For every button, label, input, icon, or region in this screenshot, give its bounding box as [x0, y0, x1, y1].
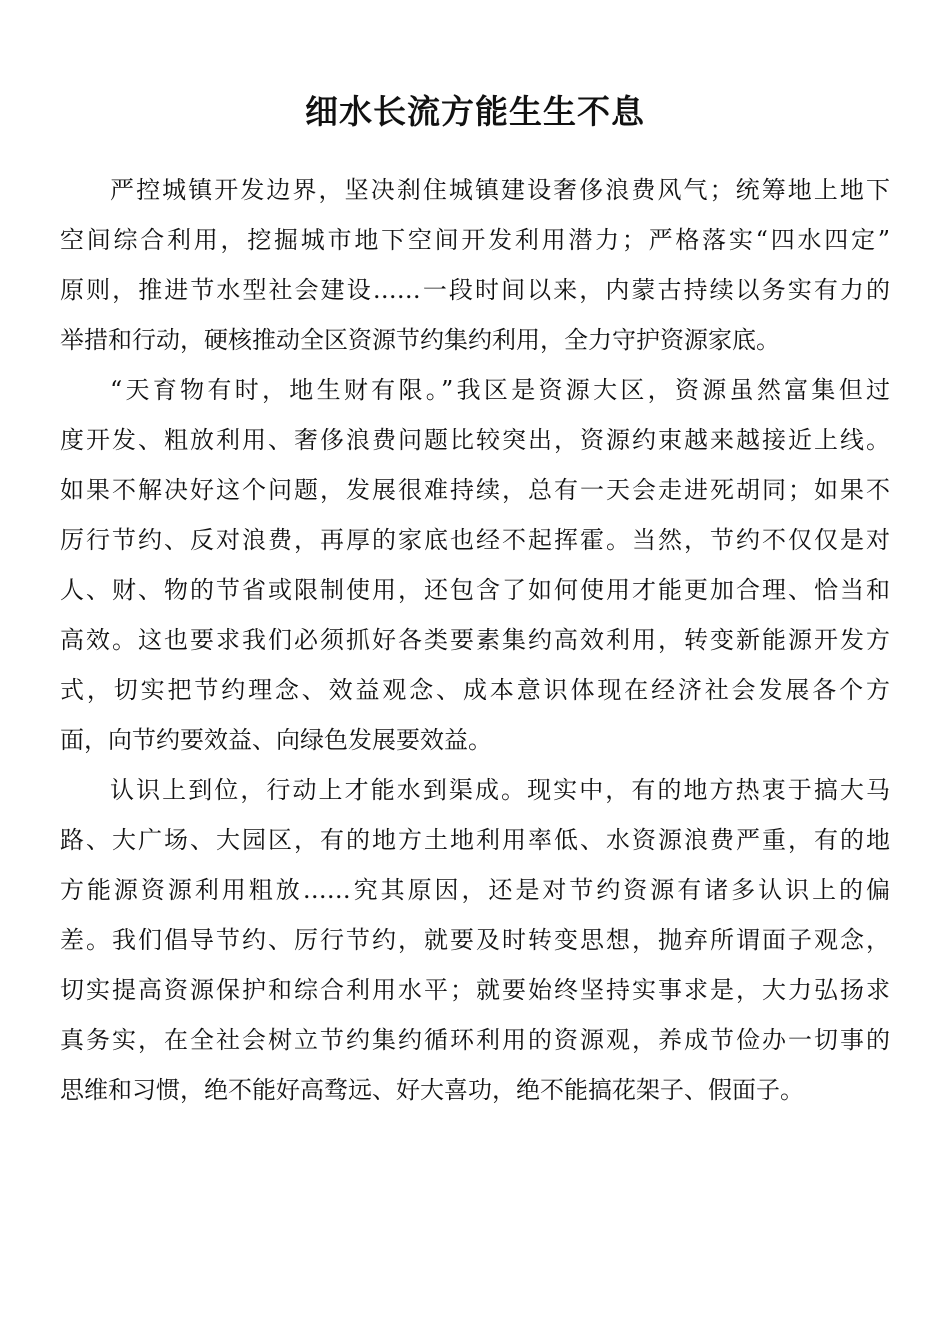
paragraph-line: 方能源资源利用粗放……究其原因，还是对节约资源有诸多认识上的偏: [60, 876, 890, 904]
document-title: 细水长流方能生生不息: [305, 92, 645, 131]
document-body: [60, 165, 890, 1115]
paragraph-line: 思维和习惯，绝不能好高骛远、好大喜功，绝不能搞花架子、假面子。: [60, 1076, 804, 1104]
paragraph-line: 面，向节约要效益、向绿色发展要效益。: [60, 726, 492, 754]
paragraph-line: 切实提高资源保护和综合利用水平；就要始终坚持实事求是，大力弘扬求: [60, 976, 890, 1004]
paragraph-line: 认识上到位，行动上才能水到渠成。现实中，有的地方热衷于搞大马: [110, 776, 890, 804]
paragraph: [60, 365, 890, 765]
paragraph-line: 真务实，在全社会树立节约集约循环利用的资源观，养成节俭办一切事的: [60, 1026, 890, 1054]
paragraph-line: 度开发、粗放利用、奢侈浪费问题比较突出，资源约束越来越接近上线。: [60, 426, 890, 454]
paragraph-line: “天育物有时，地生财有限。”我区是资源大区，资源虽然富集但过: [110, 376, 890, 404]
paragraph-line: 严控城镇开发边界，坚决刹住城镇建设奢侈浪费风气；统筹地上地下: [110, 176, 890, 204]
paragraph-line: 如果不解决好这个问题，发展很难持续，总有一天会走进死胡同；如果不: [60, 476, 890, 504]
paragraph-line: 厉行节约、反对浪费，再厚的家底也经不起挥霍。当然，节约不仅仅是对: [60, 526, 890, 554]
paragraph-line: 人、财、物的节省或限制使用，还包含了如何使用才能更加合理、恰当和: [60, 576, 890, 604]
paragraph-line: 举措和行动，硬核推动全区资源节约集约利用，全力守护资源家底。: [60, 326, 780, 354]
paragraph-line: 空间综合利用，挖掘城市地下空间开发利用潜力；严格落实“四水四定”: [60, 226, 890, 254]
paragraph-line: 高效。这也要求我们必须抓好各类要素集约高效利用，转变新能源开发方: [60, 626, 890, 654]
paragraph-line: 原则，推进节水型社会建设……一段时间以来，内蒙古持续以务实有力的: [60, 276, 890, 304]
paragraph: [60, 165, 890, 365]
paragraph-line: 差。我们倡导节约、厉行节约，就要及时转变思想，抛弃所谓面子观念，: [60, 926, 890, 954]
paragraph-line: 式，切实把节约理念、效益观念、成本意识体现在经济社会发展各个方: [60, 676, 890, 704]
paragraph: [60, 765, 890, 1115]
paragraph-line: 路、大广场、大园区，有的地方土地利用率低、水资源浪费严重，有的地: [60, 826, 890, 854]
